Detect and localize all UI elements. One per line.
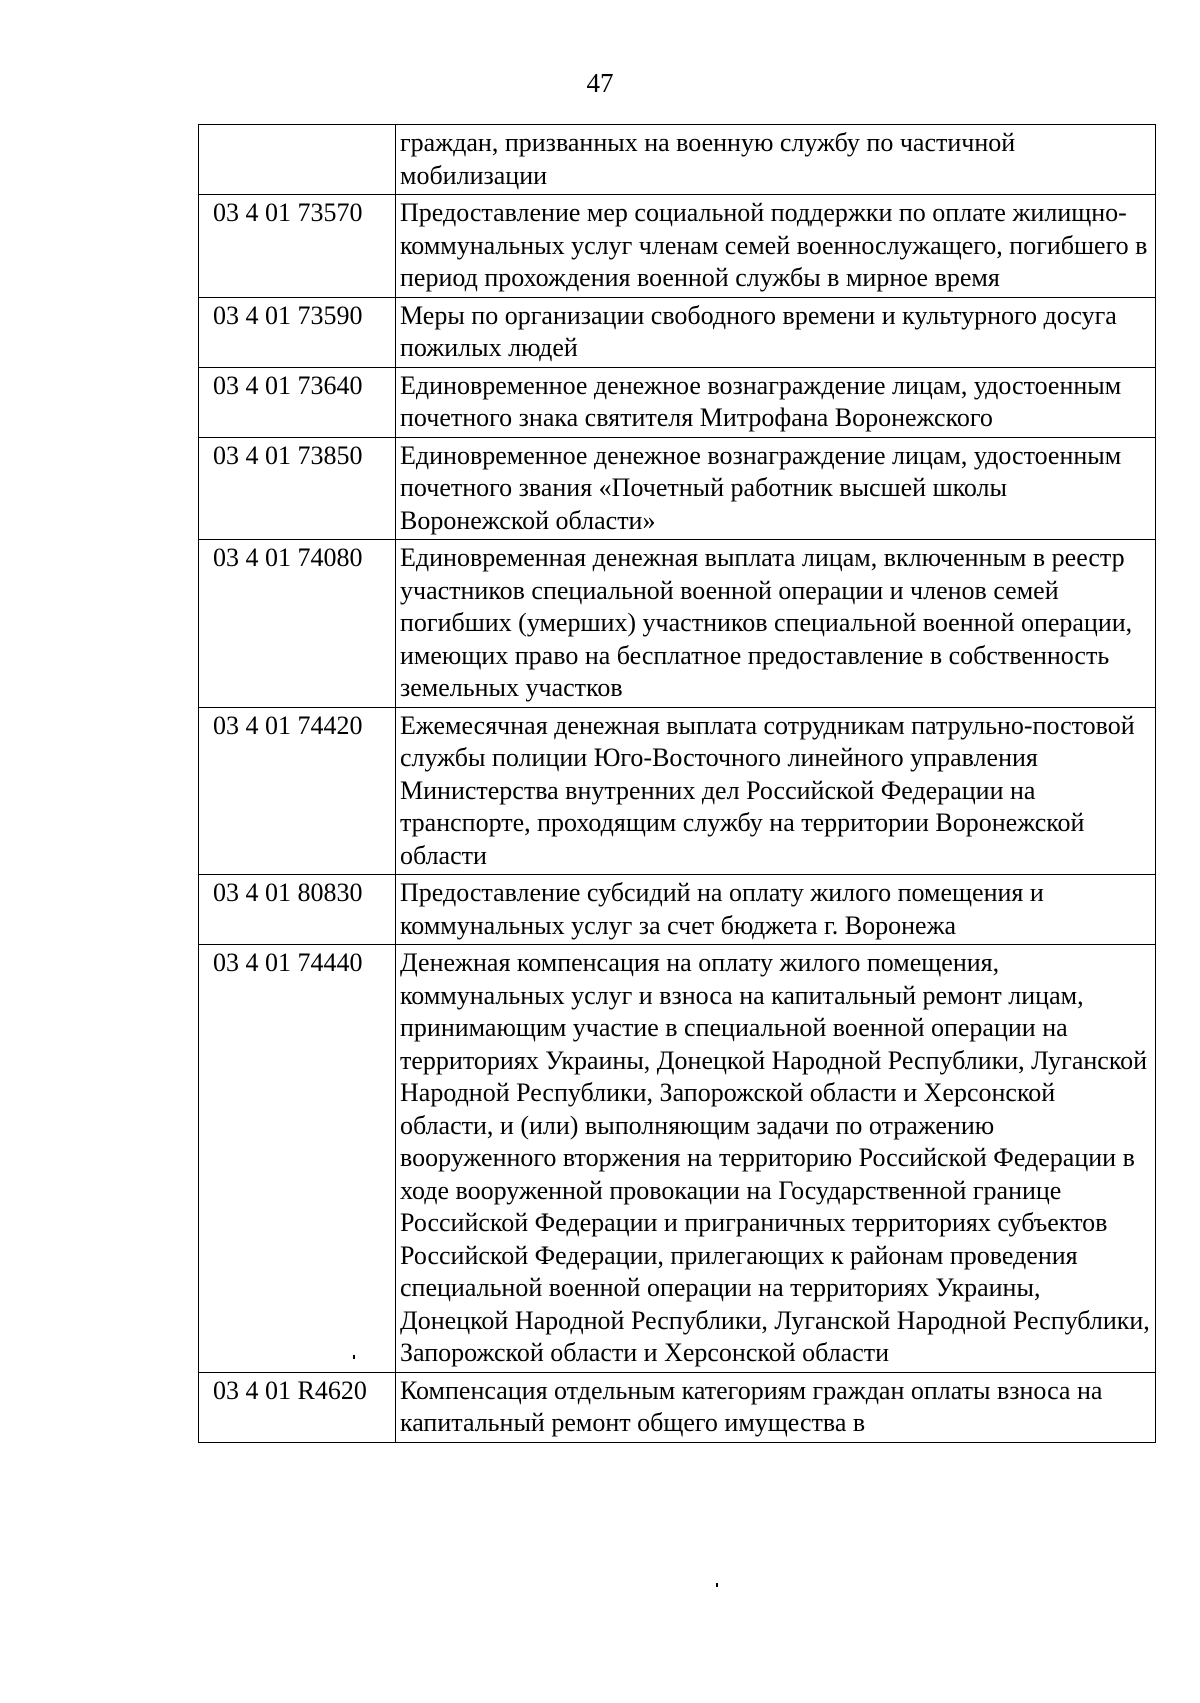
- classification-code-cell: 03 4 01 73850: [199, 437, 396, 540]
- classification-code-cell: 03 4 01 74080: [199, 540, 396, 708]
- table-row: [199, 875, 1156, 945]
- table-row: [199, 125, 1156, 195]
- table-row: [199, 707, 1156, 875]
- description-cell: Ежемесячная денежная выплата сотрудникам патрульно-постовой службы полиции Юго-Восточного линейного управления Министерства внутренних дел Российской Федерации на транспорте, проходящим службу на территории Воронежской области: [396, 707, 1156, 875]
- description-cell: граждан, призванных на военную службу по частичной мобилизации: [396, 125, 1156, 195]
- classification-code-cell: [199, 125, 396, 195]
- table-row: [199, 540, 1156, 708]
- scan-speck: [353, 1355, 355, 1359]
- table-row: [199, 945, 1156, 1373]
- classification-code-cell: 03 4 01 80830: [199, 875, 396, 945]
- description-cell: Единовременное денежное вознаграждение лицам, удостоенным почетного звания «Почетный работник высшей школы Воронежской области»: [396, 437, 1156, 540]
- description-cell: Меры по организации свободного времени и культурного досуга пожилых людей: [396, 297, 1156, 367]
- classification-code-cell: 03 4 01 R4620: [199, 1372, 396, 1442]
- description-cell: Единовременная денежная выплата лицам, включенным в реестр участников специальной военной операции и членов семей погибших (умерших) участников специальной военной операции, имеющих право на бесплатное предоставление в собственность земельных участков: [396, 540, 1156, 708]
- classification-code-cell: 03 4 01 74440: [199, 945, 396, 1373]
- description-cell: Единовременное денежное вознаграждение лицам, удостоенным почетного знака святителя Митрофана Воронежского: [396, 367, 1156, 437]
- classification-code-cell: 03 4 01 73640: [199, 367, 396, 437]
- table-row: [199, 297, 1156, 367]
- table-body: [199, 125, 1156, 1443]
- page-number: 47: [586, 68, 614, 98]
- description-cell: Денежная компенсация на оплату жилого помещения, коммунальных услуг и взноса на капитальный ремонт лицам, принимающим участие в специальной военной операции на территориях Украины, Донецкой Народной Республики, Луганской Народной Республики, Запорожской области и Херсонской области, и (или) выполняющим задачи по отражению вооруженного вторжения на территорию Российской Федерации в ходе вооруженной провокации на Государственной границе Российской Федерации и приграничных территориях субъектов Российской Федерации, прилегающих к районам проведения специальной военной операции на территориях Украины, Донецкой Народной Республики, Луганской Народной Республики, Запорожской области и Херсонской области: [396, 945, 1156, 1373]
- table-row: [199, 367, 1156, 437]
- budget-classification-table: [198, 124, 1156, 1443]
- table-row: [199, 1372, 1156, 1442]
- description-cell: Предоставление мер социальной поддержки по оплате жилищно-коммунальных услуг членам семей военнослужащего, погибшего в период прохождения военной службы в мирное время: [396, 195, 1156, 298]
- description-cell: Компенсация отдельным категориям граждан оплаты взноса на капитальный ремонт общего имущества в: [396, 1372, 1156, 1442]
- table-row: [199, 195, 1156, 298]
- scan-speck: [716, 1583, 718, 1587]
- table-row: [199, 437, 1156, 540]
- classification-code-cell: 03 4 01 73590: [199, 297, 396, 367]
- description-cell: Предоставление субсидий на оплату жилого помещения и коммунальных услуг за счет бюджета г. Воронежа: [396, 875, 1156, 945]
- classification-code-cell: 03 4 01 73570: [199, 195, 396, 298]
- classification-code-cell: 03 4 01 74420: [199, 707, 396, 875]
